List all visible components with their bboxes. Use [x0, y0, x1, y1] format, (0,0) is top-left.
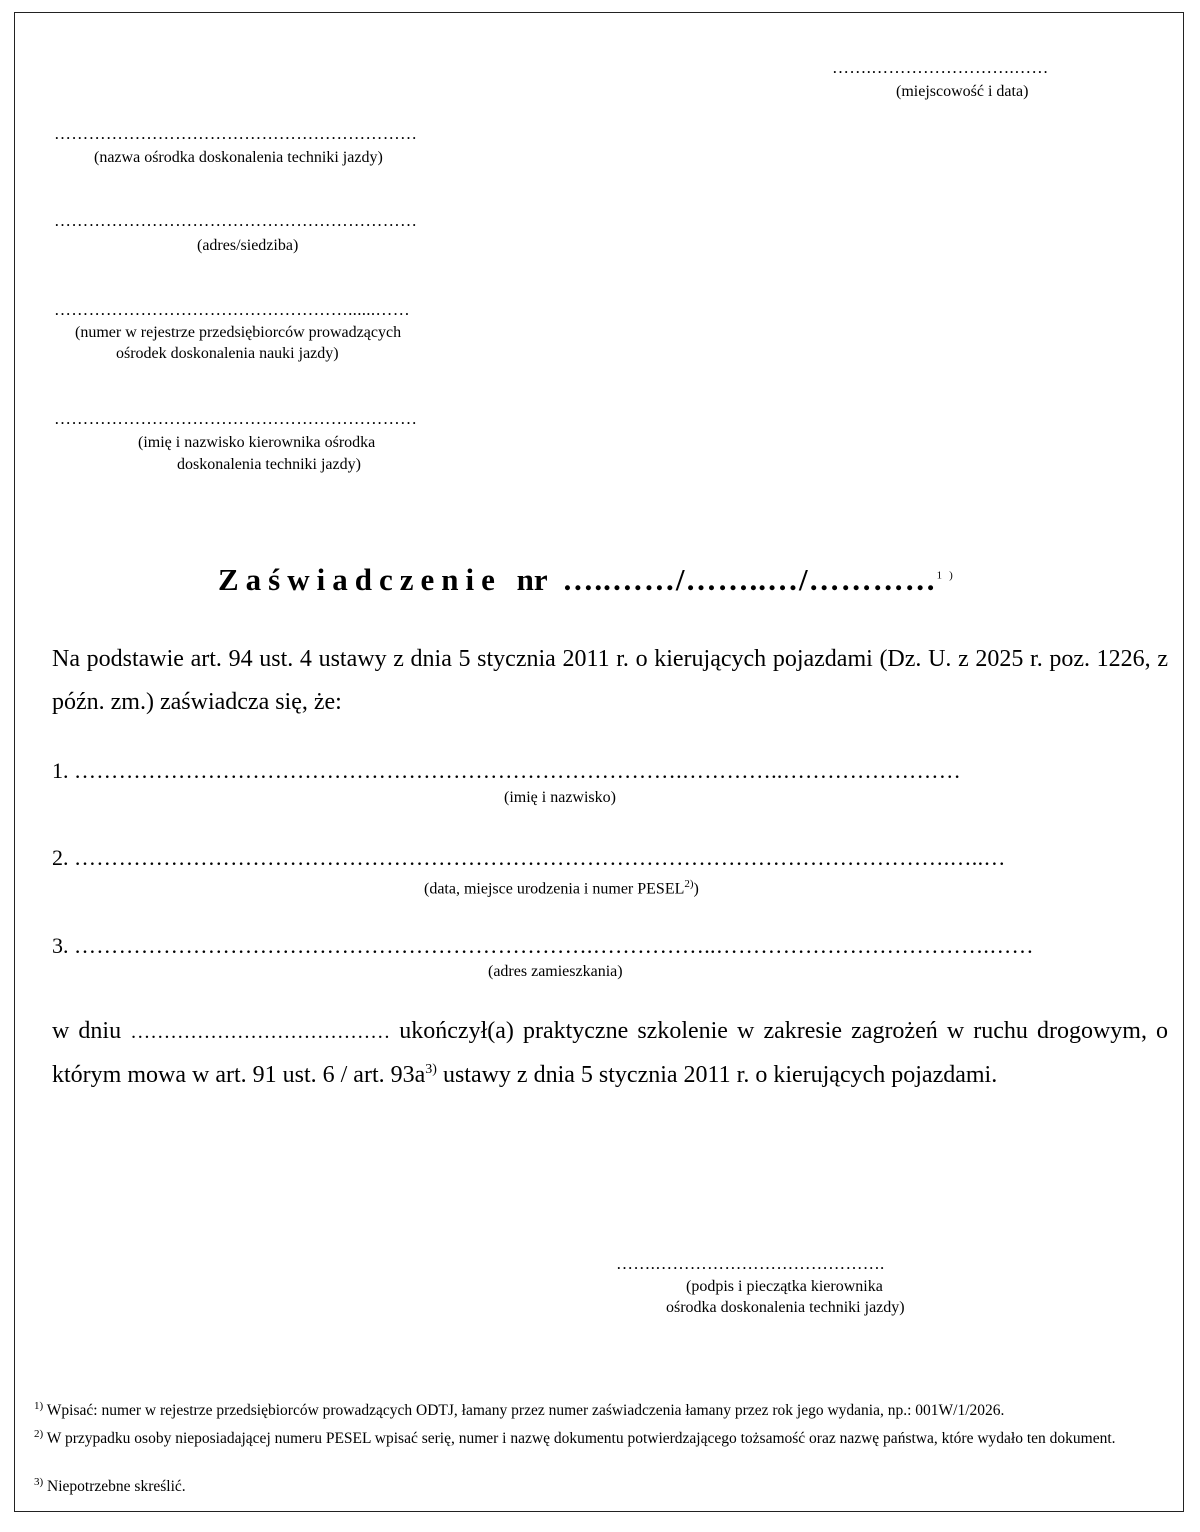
- footnote-1-text: Wpisać: numer w rejestrze przedsiębiorców prowadzących ODTJ, łamany przez numer zaświadczenia łamany przez rok jego wydania, np.: 001W/1/2026.: [46, 1402, 1005, 1420]
- address-dots[interactable]: ………………………………………………………: [54, 211, 418, 230]
- footnote-2-text: W przypadku osoby nieposiadającej numeru PESEL wpisać serię, numer i nazwę dokumentu potwierdzającego tożsamość oraz nazwę państwa, które wydało ten dokument.: [46, 1430, 1116, 1448]
- item-3-number: 3.: [52, 933, 69, 958]
- footnote-2-mark: 2): [34, 1428, 44, 1440]
- place-date-dots[interactable]: …….…………………….……: [832, 58, 1049, 77]
- address-label: (adres/siedziba): [197, 237, 299, 254]
- footnote-3: [34, 1472, 186, 1497]
- register-number-label-line2: ośrodek doskonalenia nauki jazdy): [116, 345, 339, 362]
- place-date-label: (miejscowość i data): [896, 83, 1029, 100]
- completion-text-a: ukończył(a) praktyczne szkolenie w zakresie zagrożeń w ruchu drogowym, o którym mowa w art. 91 ust. 6 / art. 93a: [52, 1018, 1169, 1088]
- signature-dots[interactable]: …….………………………………….: [616, 1254, 885, 1273]
- signature-label-line2: ośrodka doskonalenia techniki jazdy): [666, 1299, 905, 1316]
- item-2-label-text: (data, miejsce urodzenia i numer PESEL: [424, 880, 685, 898]
- item-2-dots[interactable]: ……………………………………………………………………………………………………….…..…: [74, 845, 1006, 870]
- signature-label-line1: (podpis i pieczątka kierownika: [686, 1278, 883, 1295]
- title-text: Zaświadczenie: [218, 562, 502, 597]
- item-2-label-footnote-ref: 2): [684, 878, 694, 890]
- completion-prefix: w dniu: [52, 1018, 122, 1044]
- intro-paragraph: Na podstawie art. 94 ust. 4 ustawy z dnia 5 stycznia 2011 r. o kierujących pojazdami (Dz. U. z 2025 r. poz. 1226, z późn. zm.) zaświadcza się, że:: [52, 646, 1168, 715]
- footnote-1: [34, 1396, 1168, 1421]
- item-1-dots[interactable]: ……………………………………………………………………….…………..……………………: [74, 758, 962, 783]
- completion-paragraph: [52, 1010, 1168, 1097]
- item-2-label-tail: ): [693, 880, 699, 898]
- item-2: [52, 845, 1006, 871]
- manager-name-dots[interactable]: ………………………………………………………: [54, 409, 418, 428]
- register-number-label-line1: (numer w rejestrze przedsiębiorców prowadzących: [75, 324, 402, 341]
- title-nr: nr: [516, 562, 548, 597]
- footnote-3-text: Niepotrzebne skreślić.: [47, 1478, 186, 1496]
- item-3: [52, 933, 1034, 959]
- item-2-number: 2.: [52, 845, 69, 870]
- item-1: [52, 758, 961, 784]
- title-footnote-ref: 1): [936, 569, 960, 582]
- footnote-3-mark: 3): [34, 1476, 44, 1488]
- center-name-label: (nazwa ośrodka doskonalenia techniki jazdy): [94, 149, 383, 166]
- item-1-number: 1.: [52, 758, 69, 783]
- completion-footnote-ref: 3): [425, 1062, 437, 1077]
- certificate-number-dots[interactable]: …..……/……..…/…………: [562, 562, 937, 597]
- manager-name-label-line1: (imię i nazwisko kierownika ośrodka: [138, 434, 376, 451]
- completion-text-b: ustawy z dnia 5 stycznia 2011 r. o kierujących pojazdami.: [436, 1062, 998, 1088]
- center-name-dots[interactable]: ………………………………………………………: [54, 124, 418, 143]
- item-2-label: [424, 874, 699, 899]
- item-3-label: (adres zamieszkania): [488, 963, 623, 980]
- completion-date-dots[interactable]: …………………………………: [130, 1021, 391, 1043]
- item-3-dots[interactable]: …………………………………………………………….……………..……………………………….……: [74, 933, 1034, 958]
- item-1-label: (imię i nazwisko): [504, 789, 616, 806]
- document-title: [218, 562, 960, 598]
- register-number-dots[interactable]: ……………………………………………......……: [54, 300, 410, 319]
- manager-name-label-line2: doskonalenia techniki jazdy): [177, 456, 361, 473]
- footnote-1-mark: 1): [34, 1400, 44, 1412]
- footnote-2: [34, 1424, 1168, 1449]
